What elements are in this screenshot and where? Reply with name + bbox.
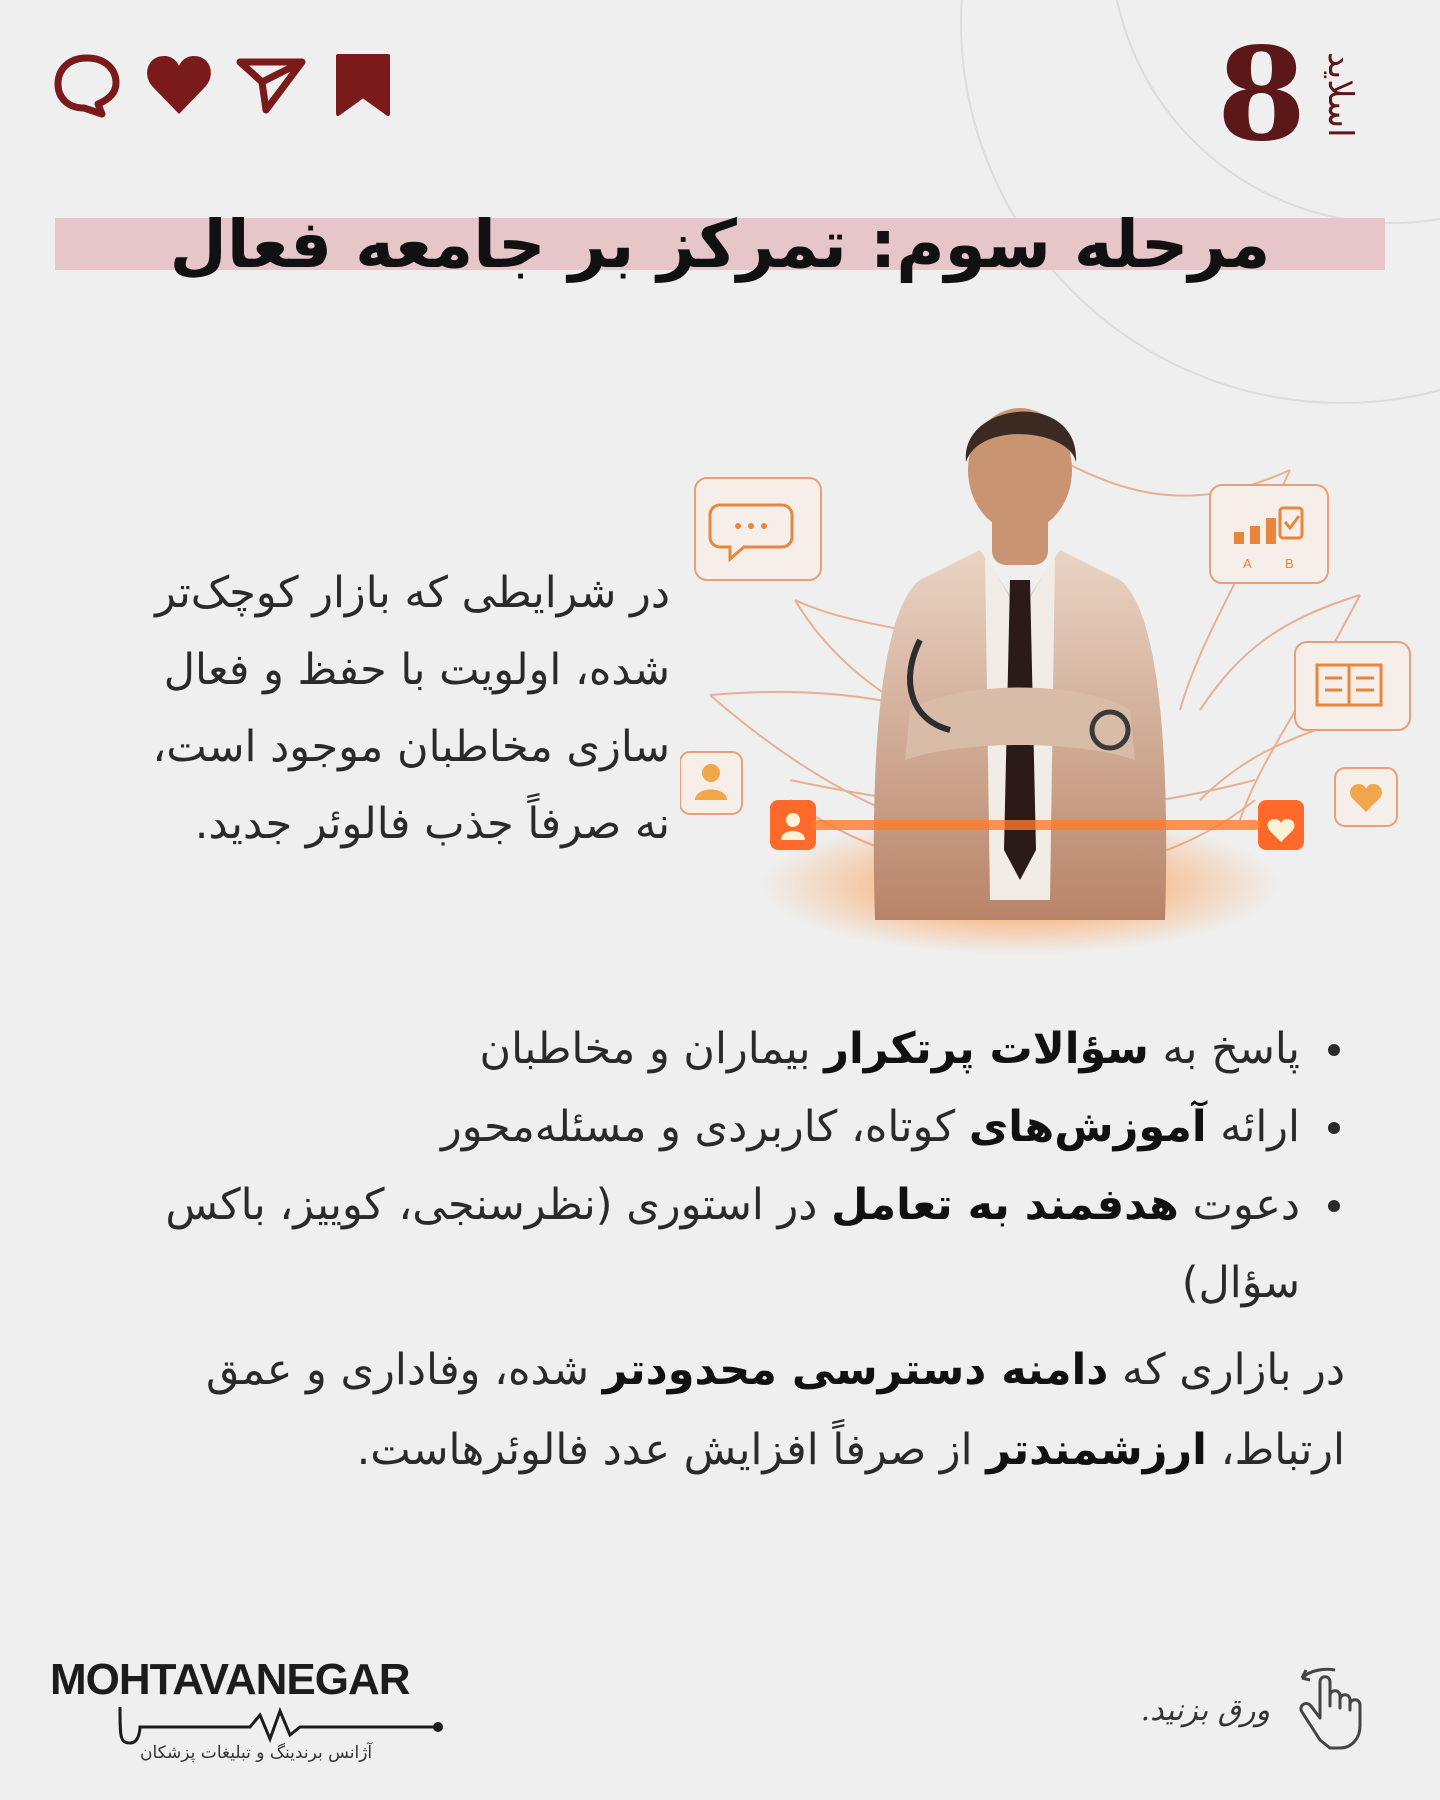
doctor-illustration bbox=[680, 380, 1420, 960]
ab-label-b: B bbox=[1285, 556, 1294, 571]
page-title: مرحله سوم: تمرکز بر جامعه فعال bbox=[169, 206, 1271, 283]
ab-label-a: A bbox=[1243, 556, 1252, 571]
ab-test-card-icon bbox=[1210, 485, 1328, 583]
bullet-dot bbox=[1328, 1200, 1340, 1212]
list-item: ارائه آموزش‌های کوتاه، کاربردی و مسئله‌محور bbox=[95, 1088, 1340, 1166]
intro-line: سازی مخاطبان موجود است، bbox=[152, 722, 670, 772]
slide-number: 8 bbox=[1216, 20, 1306, 170]
swipe-label: ورق بزنید. bbox=[1140, 1692, 1270, 1728]
brand-logo bbox=[50, 1655, 410, 1765]
heart-card-icon bbox=[1335, 768, 1397, 826]
intro-line: در شرایطی که بازار کوچک‌تر bbox=[155, 568, 670, 618]
user-card-icon bbox=[680, 752, 742, 814]
book-card-icon bbox=[1295, 642, 1410, 730]
heartbeat-icon bbox=[100, 1707, 445, 1747]
bullet-dot bbox=[1328, 1122, 1340, 1134]
heart-icon[interactable] bbox=[142, 48, 216, 122]
brand-name: MOHTAVANEGAR bbox=[50, 1655, 410, 1704]
intro-paragraph bbox=[40, 555, 670, 863]
list-item: پاسخ به سؤالات پرتکرار بیماران و مخاطبان bbox=[95, 1010, 1340, 1088]
chat-card-icon bbox=[695, 478, 821, 580]
swipe-hint[interactable] bbox=[1141, 1660, 1380, 1760]
intro-line: شده، اولویت با حفظ و فعال bbox=[163, 645, 670, 695]
slide-label: اسلاید bbox=[1320, 52, 1360, 138]
brand-tagline: آژانس برندینگ و تبلیغات پزشکان bbox=[140, 1743, 373, 1763]
intro-line: نه صرفاً جذب فالوئر جدید. bbox=[194, 799, 670, 849]
send-icon[interactable] bbox=[234, 48, 308, 122]
swipe-hand-icon bbox=[1280, 1660, 1380, 1760]
bookmark-icon[interactable] bbox=[326, 48, 400, 122]
list-item: دعوت هدفمند به تعامل در استوری (نظرسنجی، کوییز، باکس سؤال) bbox=[95, 1166, 1340, 1322]
bullet-list bbox=[95, 1010, 1340, 1322]
social-actions bbox=[50, 48, 400, 122]
comment-icon[interactable] bbox=[50, 48, 124, 122]
slide-indicator bbox=[1216, 20, 1360, 170]
bullet-dot bbox=[1328, 1044, 1340, 1056]
summary-paragraph: در بازاری که دامنه دسترسی محدودتر شده، وفاداری و عمق ارتباط، ارزشمندتر از صرفاً افزایش عدد فالوئرهاست. bbox=[205, 1345, 1345, 1475]
